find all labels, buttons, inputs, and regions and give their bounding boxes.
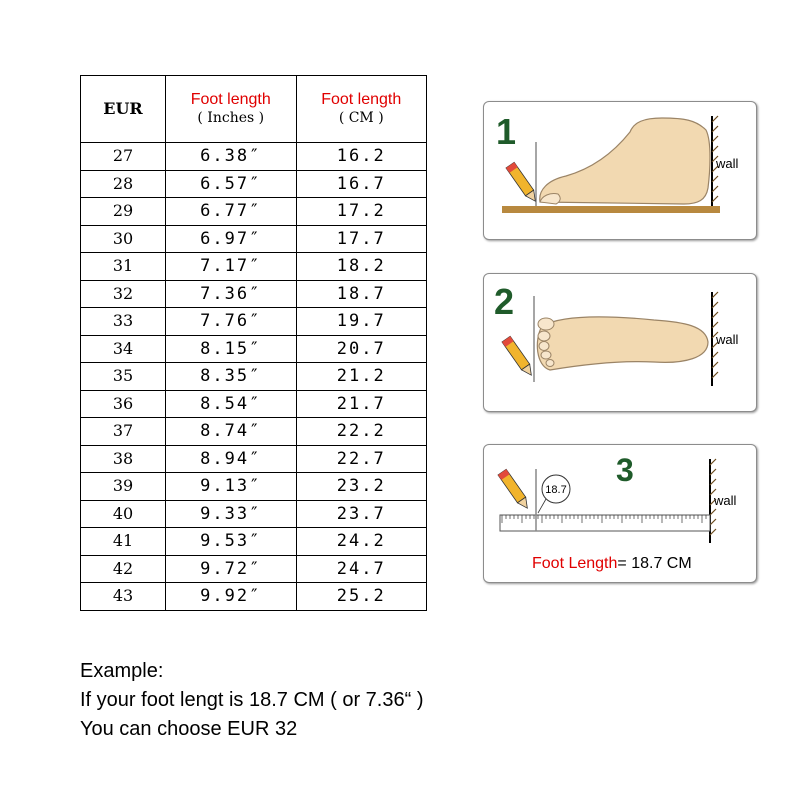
cell-cm: 17.7 <box>296 225 427 253</box>
cell-cm: 16.7 <box>296 170 427 198</box>
example-line-1: If your foot lengt is 18.7 CM ( or 7.36“ ) <box>80 689 424 711</box>
example-line-2: You can choose EUR 32 <box>80 718 298 740</box>
cell-eur: 36 <box>81 390 166 418</box>
step-3-result-value: = 18.7 CM <box>617 555 692 572</box>
cell-cm: 22.7 <box>296 445 427 473</box>
cell-eur: 29 <box>81 198 166 226</box>
step-3-panel <box>483 444 757 583</box>
step-3-number: 3 <box>616 452 634 488</box>
cell-eur: 37 <box>81 418 166 446</box>
step-2-panel <box>483 273 757 412</box>
cell-eur: 28 <box>81 170 166 198</box>
cell-eur: 39 <box>81 473 166 501</box>
header-inches-title: Foot length <box>190 91 271 109</box>
cell-inches: 6.77″ <box>166 198 297 226</box>
table-row <box>81 253 427 281</box>
cell-inches: 6.57″ <box>166 170 297 198</box>
cell-eur: 31 <box>81 253 166 281</box>
table-row <box>81 198 427 226</box>
example-title: Example: <box>80 660 164 682</box>
step-1-panel <box>483 101 757 240</box>
cell-inches: 7.17″ <box>166 253 297 281</box>
cell-eur: 38 <box>81 445 166 473</box>
cell-inches: 9.53″ <box>166 528 297 556</box>
example-section <box>80 657 423 744</box>
cell-cm: 17.2 <box>296 198 427 226</box>
cell-eur: 27 <box>81 143 166 171</box>
table-row <box>81 473 427 501</box>
header-cm-unit: ( CM ) <box>338 110 384 127</box>
cell-eur: 35 <box>81 363 166 391</box>
table-header-row <box>81 76 427 143</box>
cell-inches: 8.54″ <box>166 390 297 418</box>
cell-inches: 7.36″ <box>166 280 297 308</box>
cell-inches: 9.72″ <box>166 555 297 583</box>
step-3-result-label: Foot Length <box>532 555 618 572</box>
cell-cm: 23.2 <box>296 473 427 501</box>
table-body <box>81 143 427 611</box>
step-3-result <box>532 555 692 573</box>
cell-inches: 6.97″ <box>166 225 297 253</box>
header-eur: EUR <box>81 76 166 143</box>
table-row <box>81 170 427 198</box>
step-1-wall-label: wall <box>716 156 739 171</box>
table-row <box>81 280 427 308</box>
cell-eur: 40 <box>81 500 166 528</box>
table-row <box>81 363 427 391</box>
cell-inches: 7.76″ <box>166 308 297 336</box>
cell-inches: 8.74″ <box>166 418 297 446</box>
step-2-number: 2 <box>494 281 515 322</box>
cell-eur: 33 <box>81 308 166 336</box>
table-row <box>81 528 427 556</box>
cell-cm: 24.2 <box>296 528 427 556</box>
table-row <box>81 500 427 528</box>
cell-eur: 43 <box>81 583 166 611</box>
table-row <box>81 390 427 418</box>
cell-cm: 16.2 <box>296 143 427 171</box>
table-row <box>81 418 427 446</box>
header-cm-title: Foot length <box>321 91 402 109</box>
table-row <box>81 583 427 611</box>
cell-cm: 18.7 <box>296 280 427 308</box>
table-row <box>81 225 427 253</box>
cell-cm: 20.7 <box>296 335 427 363</box>
cell-cm: 24.7 <box>296 555 427 583</box>
cell-inches: 9.13″ <box>166 473 297 501</box>
cell-inches: 8.15″ <box>166 335 297 363</box>
step-3-wall-label: wall <box>714 493 737 508</box>
cell-eur: 32 <box>81 280 166 308</box>
cell-cm: 21.7 <box>296 390 427 418</box>
foot-side-icon <box>484 102 756 239</box>
cell-cm: 23.7 <box>296 500 427 528</box>
cell-eur: 42 <box>81 555 166 583</box>
cell-eur: 30 <box>81 225 166 253</box>
table-row <box>81 555 427 583</box>
cell-cm: 21.2 <box>296 363 427 391</box>
table-row <box>81 308 427 336</box>
cell-eur: 41 <box>81 528 166 556</box>
cell-cm: 18.2 <box>296 253 427 281</box>
cell-inches: 9.33″ <box>166 500 297 528</box>
size-chart-table <box>80 75 427 611</box>
foot-sole-icon <box>484 274 756 411</box>
cell-cm: 25.2 <box>296 583 427 611</box>
header-cm <box>296 76 427 143</box>
cell-inches: 8.94″ <box>166 445 297 473</box>
table-row <box>81 143 427 171</box>
cell-cm: 22.2 <box>296 418 427 446</box>
cell-cm: 19.7 <box>296 308 427 336</box>
cell-eur: 34 <box>81 335 166 363</box>
step-1-number: 1 <box>496 111 517 152</box>
cell-inches: 6.38″ <box>166 143 297 171</box>
cell-inches: 8.35″ <box>166 363 297 391</box>
header-inches-unit: ( Inches ) <box>197 110 265 127</box>
step-2-wall-label: wall <box>716 332 739 347</box>
step-3-reading: 18.7 <box>545 484 567 496</box>
table-row <box>81 445 427 473</box>
table-row <box>81 335 427 363</box>
header-inches <box>166 76 297 143</box>
cell-inches: 9.92″ <box>166 583 297 611</box>
